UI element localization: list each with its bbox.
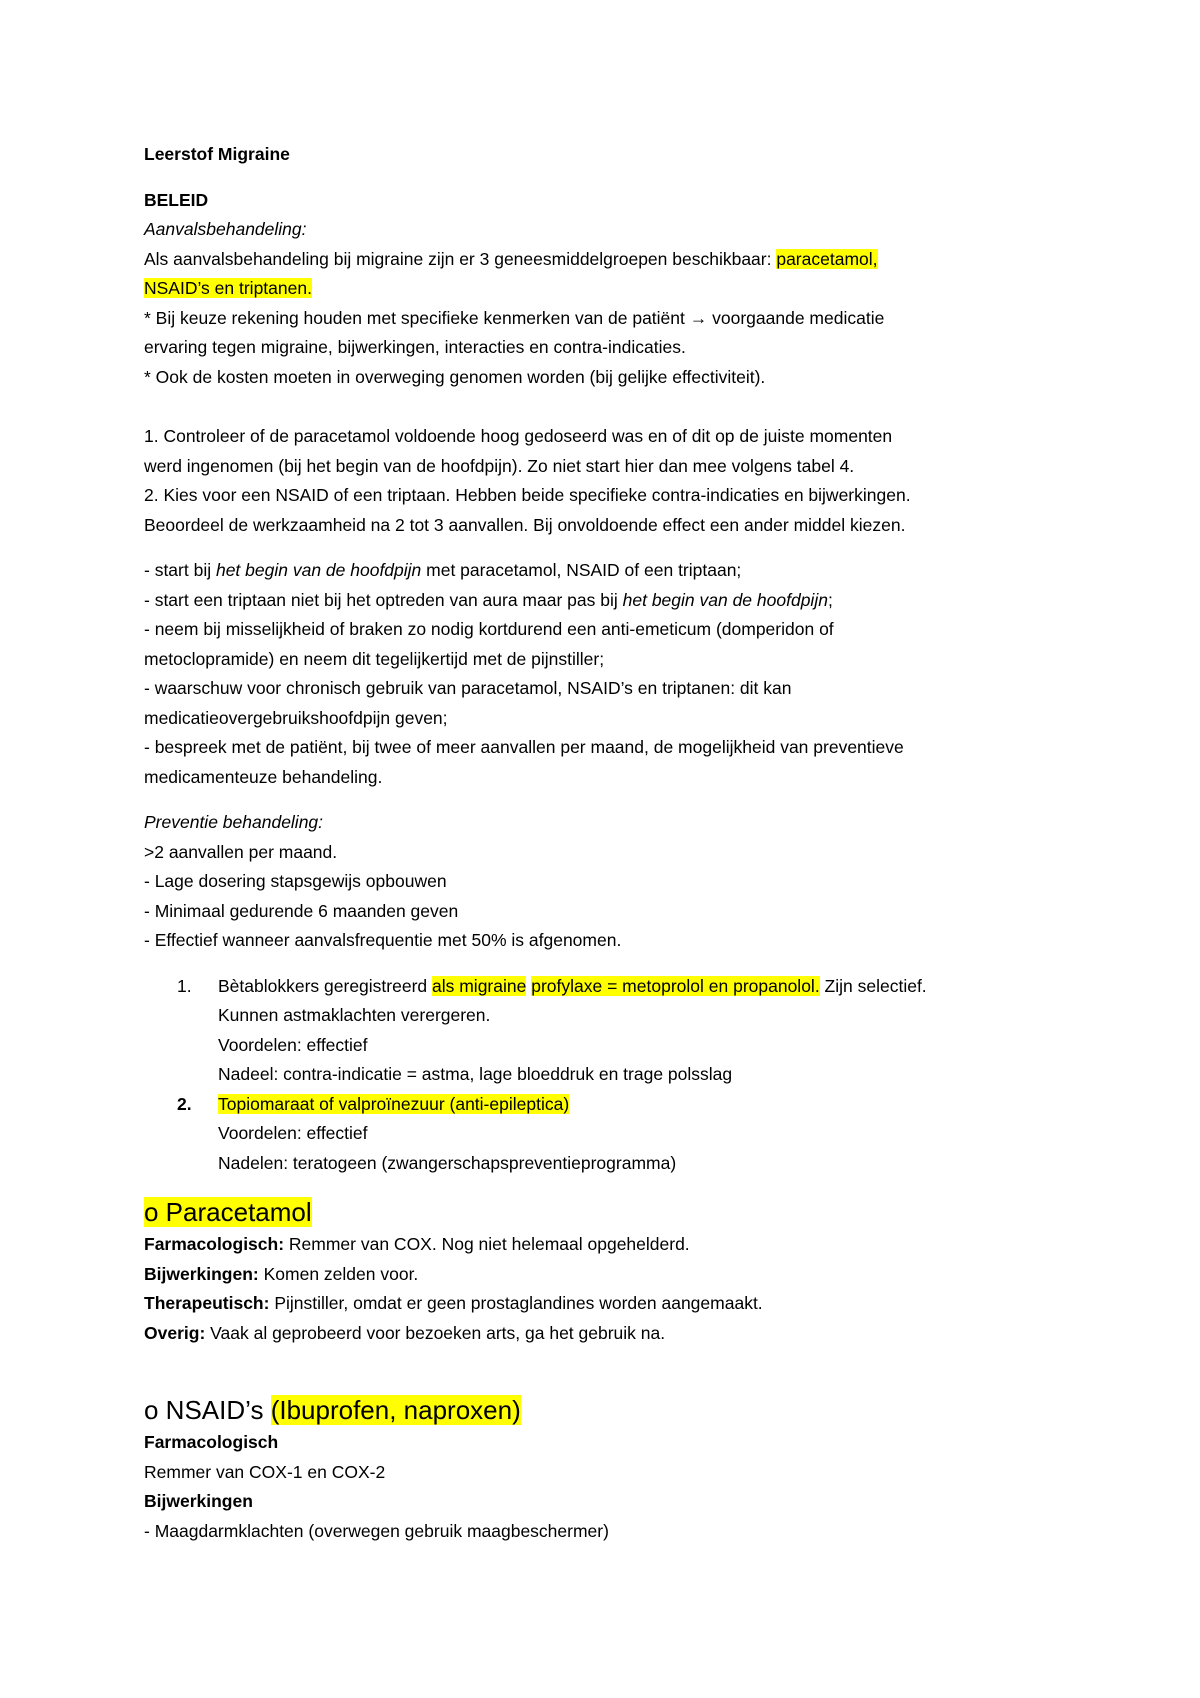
preventie-line: - Effectief wanneer aanvalsfrequentie met 50% is afgenomen. (144, 930, 622, 950)
list-number: 1. (177, 975, 192, 996)
row-text: Vaak al geprobeerd voor bezoeken arts, ga het gebruik na. (205, 1322, 666, 1343)
nsaids-farm-text: Remmer van COX-1 en COX-2 (144, 1461, 386, 1482)
row-label: Bijwerkingen: (144, 1263, 259, 1284)
preventie-line: - Lage dosering stapsgewijs opbouwen (144, 871, 447, 891)
bullet-1-pre: - start bij (144, 560, 216, 580)
subheading-preventie: Preventie behandeling: (144, 812, 324, 832)
note-2: * Ook de kosten moeten in overweging genomen worden (bij gelijke effectiviteit). (144, 366, 766, 387)
bullet-2-post: ; (827, 589, 833, 610)
ordered-item-1 (144, 972, 1064, 1002)
heading-paracetamol-text: o Paracetamol (144, 1197, 312, 1227)
document-title: Leerstof Migraine (144, 144, 290, 164)
note-1-text: * Bij keuze rekening houden met specifieke kenmerken van de patiënt (144, 307, 690, 328)
subheading-aanvalsbehandeling: Aanvalsbehandeling: (144, 219, 307, 239)
arrow-right-icon: → (689, 307, 708, 328)
intro-line-1 (144, 245, 1064, 275)
highlight-topiomaraat: Topiomaraat of valproïnezuur (anti-epileptica) (218, 1093, 570, 1114)
document-page (144, 140, 1064, 1546)
bullet-1-post: met paracetamol, NSAID of een triptaan; (421, 560, 742, 580)
item-1-detail: Nadeel: contra-indicatie = astma, lage bloeddruk en trage polsslag (218, 1064, 733, 1084)
heading-nsaids (144, 1392, 1064, 1428)
row-label: Farmacologisch: (144, 1234, 285, 1254)
paracetamol-row (144, 1230, 1064, 1260)
step-2-line-2: Beoordeel de werkzaamheid na 2 tot 3 aanvallen. Bij onvoldoende effect een ander middel kiezen. (144, 514, 906, 535)
note-1-text-end: voorgaande medicatie (707, 307, 885, 328)
item-1-detail: Voordelen: effectief (218, 1034, 368, 1055)
bullet-5-line-2: medicamenteuze behandeling. (144, 766, 383, 787)
bullet-4-line-1: - waarschuw voor chronisch gebruik van paracetamol, NSAID’s en triptanen: dit kan (144, 678, 792, 698)
step-1-line-1: 1. Controleer of de paracetamol voldoende hoog gedoseerd was en of dit op de juiste momenten (144, 426, 893, 446)
item-2-detail: Voordelen: effectief (218, 1123, 368, 1143)
paracetamol-row (144, 1319, 1064, 1349)
row-text: Pijnstiller, omdat er geen prostaglandines worden aangemaakt. (269, 1293, 763, 1313)
item-1-text-end: Zijn selectief. (819, 975, 927, 996)
row-label: Therapeutisch: (144, 1293, 270, 1313)
bullet-3-line-1: - neem bij misselijkheid of braken zo nodig kortdurend een anti-emeticum (domperidon of (144, 619, 834, 639)
item-1-detail: Kunnen astmaklachten verergeren. (218, 1005, 491, 1025)
bullet-4-line-2: medicatieovergebruikshoofdpijn geven; (144, 707, 448, 728)
row-text: Komen zelden voor. (258, 1263, 419, 1284)
section-heading-beleid: BELEID (144, 189, 209, 210)
highlight-profylaxe: profylaxe = metoprolol en propanolol. (531, 975, 820, 996)
nsaids-bijw-text: - Maagdarmklachten (overwegen gebruik maagbeschermer) (144, 1520, 609, 1541)
note-1 (144, 304, 1064, 334)
paracetamol-row (144, 1289, 1064, 1319)
item-2-detail: Nadelen: teratogeen (zwangerschapspreventieprogramma) (218, 1152, 677, 1173)
note-1-continued: ervaring tegen migraine, bijwerkingen, interacties en contra-indicaties. (144, 337, 686, 357)
highlight-als-migraine: als migraine (432, 975, 527, 996)
row-text: Remmer van COX. Nog niet helemaal opgehelderd. (284, 1234, 690, 1254)
bullet-1-italic: het begin van de hoofdpijn (215, 560, 422, 580)
heading-paracetamol (144, 1194, 1064, 1230)
bullet-5-line-1: - bespreek met de patiënt, bij twee of meer aanvallen per maand, de mogelijkheid van preventieve (144, 737, 904, 757)
row-label: Overig: (144, 1322, 206, 1343)
highlight-paracetamol: paracetamol, (776, 248, 878, 269)
bullet-1 (144, 556, 1064, 586)
intro-text: Als aanvalsbehandeling bij migraine zijn er 3 geneesmiddelgroepen beschikbaar: (144, 248, 777, 269)
bullet-2-pre: - start een triptaan niet bij het optreden van aura maar pas bij (144, 589, 623, 610)
nsaids-bijw-label: Bijwerkingen (144, 1491, 253, 1511)
item-1-text: Bètablokkers geregistreerd (218, 975, 432, 996)
intro-line-2 (144, 274, 1064, 304)
bullet-2 (144, 586, 1064, 616)
heading-nsaids-highlight: (Ibuprofen, naproxen) (270, 1395, 521, 1425)
list-number: 2. (177, 1093, 192, 1114)
nsaids-farm-label: Farmacologisch (144, 1432, 279, 1452)
heading-nsaids-text: o NSAID’s (144, 1395, 271, 1425)
paracetamol-row (144, 1260, 1064, 1290)
step-2-line-1: 2. Kies voor een NSAID of een triptaan. Hebben beide specifieke contra-indicaties en bijwerkingen. (144, 485, 911, 505)
bullet-2-italic: het begin van de hoofdpijn (622, 589, 828, 610)
ordered-item-2 (144, 1090, 1064, 1120)
preventie-line: >2 aanvallen per maand. (144, 841, 338, 862)
highlight-nsaids-triptanen: NSAID’s en triptanen. (144, 278, 312, 298)
bullet-3-line-2: metoclopramide) en neem dit tegelijkertijd met de pijnstiller; (144, 648, 605, 669)
preventie-line: - Minimaal gedurende 6 maanden geven (144, 900, 459, 921)
step-1-line-2: werd ingenomen (bij het begin van de hoofdpijn). Zo niet start hier dan mee volgens tabel 4. (144, 455, 855, 476)
